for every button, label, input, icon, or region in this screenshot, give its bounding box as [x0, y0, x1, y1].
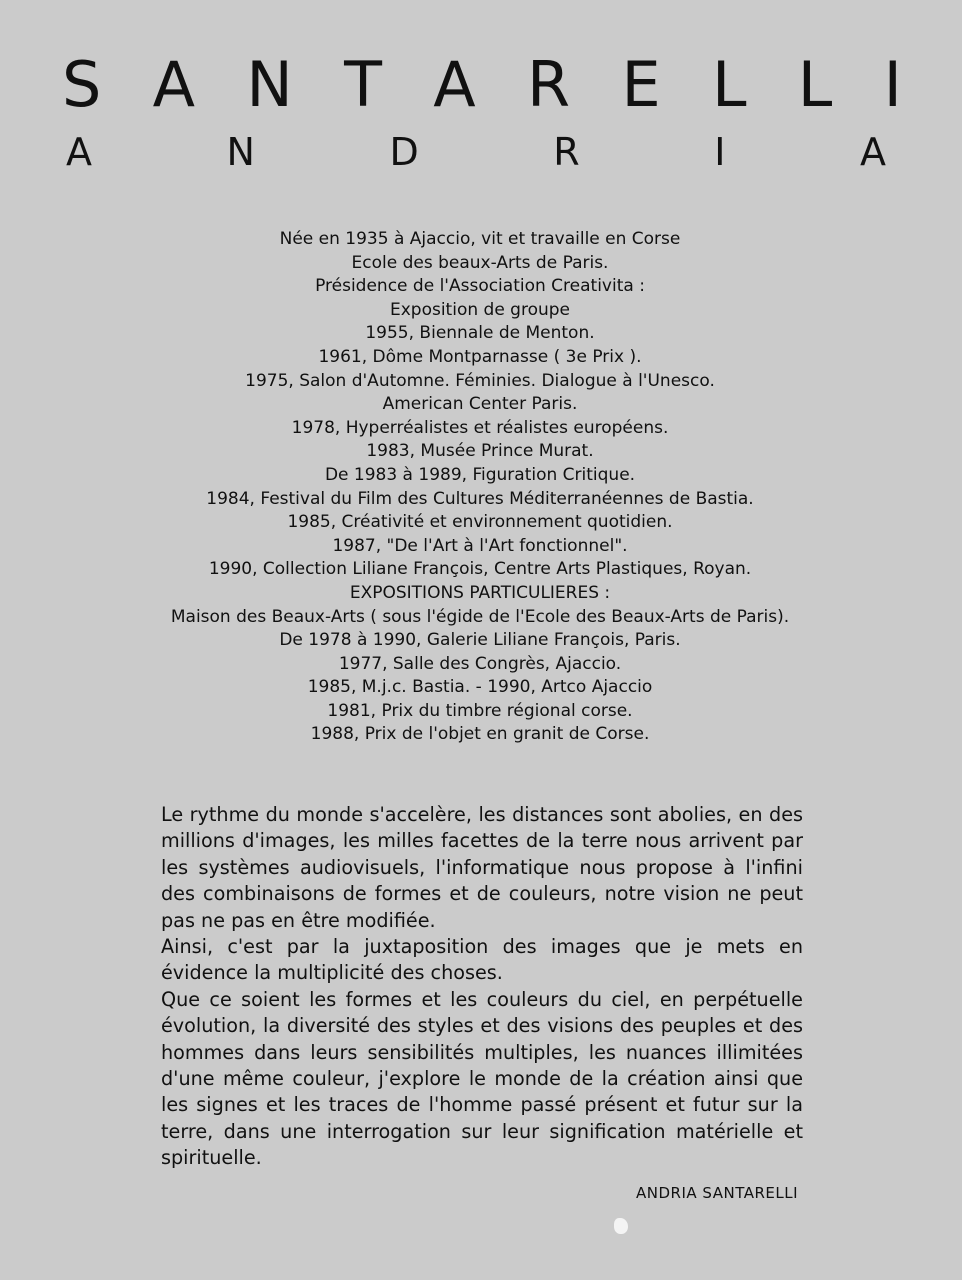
bio-line: 1955, Biennale de Menton. — [365, 323, 595, 344]
bio-line: 1983, Musée Prince Murat. — [366, 441, 594, 462]
bio-line: Exposition de groupe — [389, 299, 571, 320]
statement-paragraph: Le rythme du monde s'accelère, les distances sont abolies, en des millions d'images, les milles facettes de la terre nous arrivent par les systèmes audiovisuels, l'informatique nous propose à l'infini des combinaisons de formes et de couleurs, notre vision ne peut pas ne pas en être modifiée. — [161, 803, 803, 932]
artist-surname — [62, 50, 902, 120]
surname-letter: L — [711, 48, 747, 121]
surname-letter: N — [246, 48, 293, 121]
surname-letter: A — [433, 48, 476, 121]
surname-letter: L — [797, 48, 833, 121]
bio-line: 1985, M.j.c. Bastia. - 1990, Artco Ajaccio — [307, 677, 653, 698]
surname-letter: A — [152, 48, 196, 121]
bio-line: 1984, Festival du Film des Cultures Méditerranéennes de Bastia. — [206, 488, 754, 509]
firstname-letter: D — [389, 130, 419, 174]
surname-letter: S — [62, 48, 102, 121]
bio-line: 1990, Collection Liliane François, Centre Arts Plastiques, Royan. — [208, 559, 752, 580]
artist-statement — [161, 802, 803, 1172]
surname-letter: T — [344, 48, 382, 121]
bio-line: 1978, Hyperréalistes et réalistes européens. — [291, 417, 669, 438]
firstname-letter: I — [714, 130, 726, 174]
firstname-letter: A — [859, 130, 886, 174]
firstname-letter: R — [553, 130, 580, 174]
bio-line: 1975, Salon d'Automne. Féminies. Dialogue à l'Unesco. — [245, 370, 715, 391]
bio-line: Ecole des beaux-Arts de Paris. — [351, 252, 609, 273]
statement-paragraph: Ainsi, c'est par la juxtaposition des images que je mets en évidence la multiplicité des choses. — [161, 935, 803, 985]
surname-letter: I — [883, 48, 902, 121]
bio-line: Présidence de l'Association Creativita : — [315, 276, 645, 297]
surname-letter: R — [527, 48, 571, 121]
biography-list — [130, 228, 830, 747]
bio-line: 1961, Dôme Montparnasse ( 3e Prix ). — [318, 346, 642, 367]
bio-line: Née en 1935 à Ajaccio, vit et travaille en Corse — [279, 229, 681, 249]
artist-firstname — [66, 128, 886, 176]
firstname-letter: N — [226, 130, 255, 174]
bio-line: American Center Paris. — [382, 394, 578, 415]
bio-heading: EXPOSITIONS PARTICULIERES : — [349, 582, 611, 603]
bio-line: De 1978 à 1990, Galerie Liliane François, Paris. — [279, 630, 681, 651]
bio-line: 1987, "De l'Art à l'Art fonctionnel". — [332, 535, 628, 556]
bio-line: Maison des Beaux-Arts ( sous l'égide de l'Ecole des Beaux-Arts de Paris). — [170, 606, 790, 627]
firstname-letter: A — [66, 130, 92, 174]
bio-line: De 1983 à 1989, Figuration Critique. — [324, 464, 636, 485]
surname-letter: E — [621, 48, 661, 121]
statement-paragraph: Que ce soient les formes et les couleurs du ciel, en perpétuelle évolution, la diversité des styles et des visions des peuples et des hommes dans leurs sensibilités multiples, les nuances illimitées d'une même couleur, j'explore le monde de la création ainsi que les signes et les traces de l'homme passé présent et futur sur la terre, dans une interrogation sur leur signification matérielle et spirituelle. — [161, 987, 803, 1170]
paper-mark — [614, 1218, 628, 1234]
signature: ANDRIA SANTARELLI — [636, 1184, 798, 1202]
bio-line: 1985, Créativité et environnement quotidien. — [287, 512, 673, 533]
bio-line: 1988, Prix de l'objet en granit de Corse. — [310, 724, 650, 745]
bio-line: 1981, Prix du timbre régional corse. — [327, 700, 633, 721]
bio-line: 1977, Salle des Congrès, Ajaccio. — [338, 653, 622, 674]
